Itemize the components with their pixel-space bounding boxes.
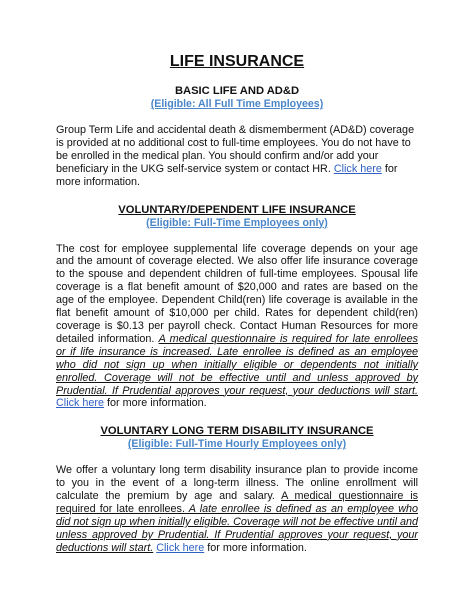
body-text: for more information.: [104, 397, 207, 410]
eligibility-note: (Eligible: Full-Time Employees only): [146, 216, 328, 229]
page-title: LIFE INSURANCE: [169, 53, 305, 70]
eligibility-note: (Eligible: All Full Time Employees): [150, 98, 324, 110]
eligibility-note: (Eligible: Full-Time Hourly Employees only): [127, 438, 347, 451]
section-heading: VOLUNTARY/DEPENDENT LIFE INSURANCE: [118, 203, 356, 216]
late-enrollee-note: A late enrollee is defined as an employee who did not sign up when initially eligible. Coverage will not be effective until and unless approved by Prudential. If Prudential approves your request, your deductions will start.: [56, 503, 419, 554]
section-long-term-disability: [56, 425, 418, 554]
section-heading: BASIC LIFE AND AD&D: [174, 85, 300, 97]
body-text: The cost for employee supplemental life coverage depends on your age and the amount of coverage elected. We also offer life insurance coverage to the spouse and dependent children of full-time employees. Spousal life coverage is a flat benefit amount of $20,000 and rates are based on the age of the employee. Dependent Child(ren) life coverage is available in the flat benefit amount of $10,000 per child. Rates for dependent child(ren) coverage is $0.13 per payroll check. Contact Human Resources for more detailed information.: [56, 242, 418, 345]
section-text: [56, 243, 418, 411]
body-text: for more information.: [204, 541, 307, 554]
questionnaire-note: A medical questionnaire is required for late enrollees.: [56, 490, 419, 516]
click-here-link[interactable]: Click here: [156, 541, 205, 554]
click-here-link[interactable]: Click here: [333, 162, 382, 175]
section-basic-life: [56, 85, 418, 189]
body-text: for more information.: [56, 162, 398, 188]
late-enrollee-note: A medical questionnaire is required for late enrollees or if life insurance is increased. Late enrollee is defined as an employee who did not sign up when initially eligible or dependents not initially enrolled. Coverage will not be effective until and unless approved by Prudential. If Prudential approves your request, your deductions will start.: [56, 332, 418, 397]
section-text: [56, 464, 418, 554]
section-voluntary-life: [56, 204, 418, 411]
body-text: Group Term Life and accidental death & dismemberment (AD&D) coverage is provided at no additional cost to full-time employees. You do not have to be enrolled in the medical plan. You should confirm and/or add your beneficiary in the UKG self-service system or contact HR.: [56, 124, 415, 175]
click-here-link[interactable]: Click here: [56, 397, 105, 410]
section-text: [56, 124, 418, 189]
section-heading: VOLUNTARY LONG TERM DISABILITY INSURANCE: [100, 425, 374, 438]
body-text: We offer a voluntary long term disability insurance plan to provide income to you in the event of a long-term illness. The online enrollment will calculate the premium by age and salary.: [56, 464, 418, 503]
